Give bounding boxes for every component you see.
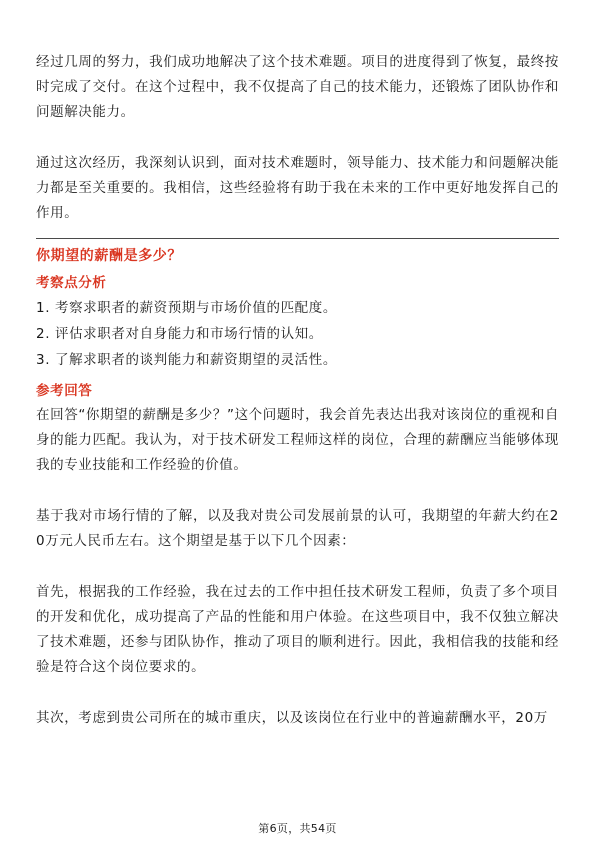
- analysis-list: [36, 295, 559, 373]
- analysis-heading: 考察点分析: [36, 275, 107, 291]
- list-item: 3. 了解求职者的谈判能力和薪资期望的灵活性。: [36, 352, 337, 368]
- list-item: 2. 评估求职者对自身能力和市场行情的认知。: [36, 326, 323, 342]
- section-divider: [36, 238, 559, 239]
- document-content: [36, 50, 559, 731]
- page-number: 第6页，共54页: [258, 822, 337, 835]
- question-title: 你期望的薪酬是多少？: [36, 248, 182, 264]
- answer-paragraph: 在回答“你期望的薪酬是多少？”这个问题时，我会首先表达出我对该岗位的重视和自身的能力匹配。我认为，对于技术研发工程师这样的岗位，合理的薪酬应当能够体现我的专业技能和工作经验的价值。: [36, 407, 559, 473]
- answer-paragraph: 基于我对市场行情的了解，以及我对贵公司发展前景的认可，我期望的年薪大约在20万元人民币左右。这个期望是基于以下几个因素：: [36, 508, 559, 549]
- answer-paragraph: 首先，根据我的工作经验，我在过去的工作中担任技术研发工程师，负责了多个项目的开发和优化，成功提高了产品的性能和用户体验。在这些项目中，我不仅独立解决了技术难题，还参与团队协作，推动了项目的顺利进行。因此，我相信我的技能和经验是符合这个岗位要求的。: [36, 584, 559, 675]
- body-paragraph: 经过几周的努力，我们成功地解决了这个技术难题。项目的进度得到了恢复，最终按时完成了交付。在这个过程中，我不仅提高了自己的技术能力，还锻炼了团队协作和问题解决能力。: [36, 54, 559, 120]
- list-item: 1. 考察求职者的薪资预期与市场价值的匹配度。: [36, 300, 337, 316]
- answer-paragraph: 其次，考虑到贵公司所在的城市重庆，以及该岗位在行业中的普遍薪酬水平，20万: [36, 710, 548, 726]
- answer-heading: 参考回答: [36, 383, 93, 399]
- body-paragraph: 通过这次经历，我深刻认识到，面对技术难题时，领导能力、技术能力和问题解决能力都是至关重要的。我相信，这些经验将有助于我在未来的工作中更好地发挥自己的作用。: [36, 155, 559, 221]
